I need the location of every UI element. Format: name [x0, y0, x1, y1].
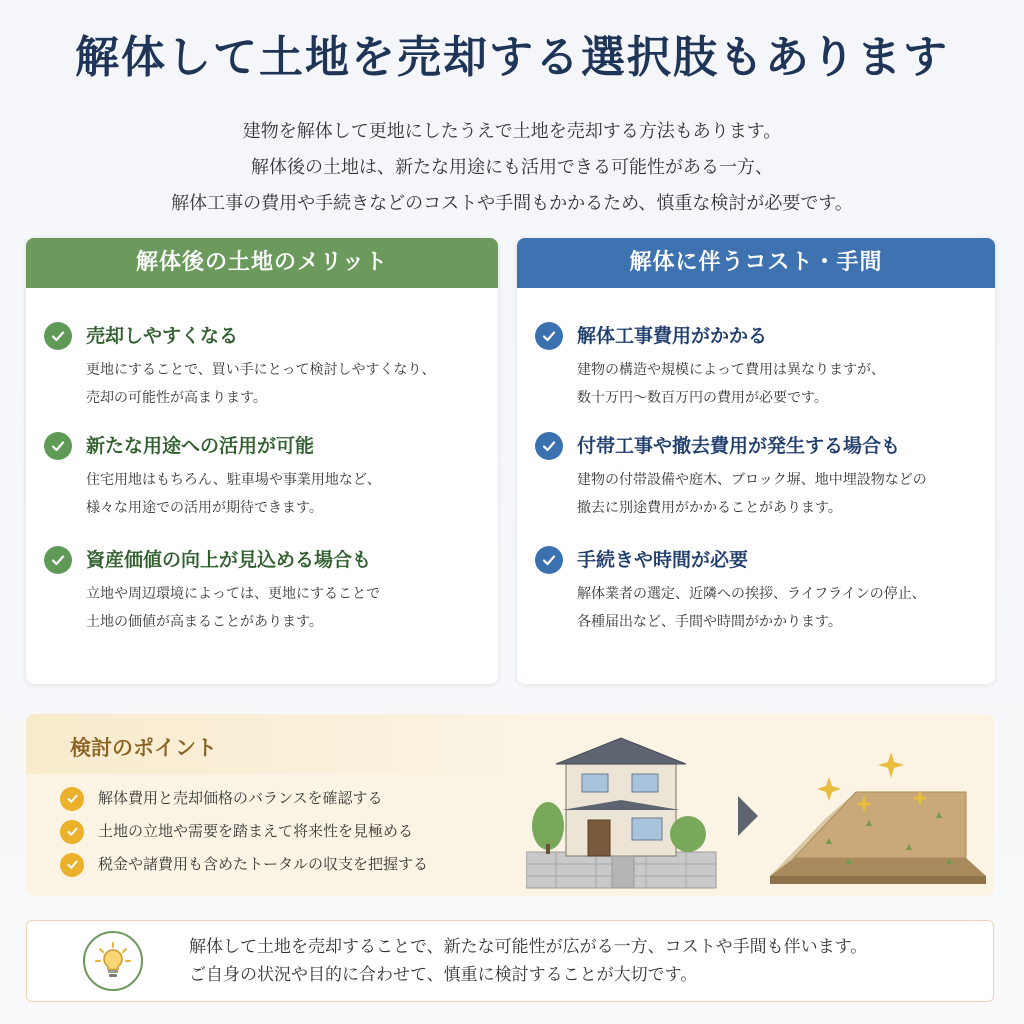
check-icon: [60, 820, 84, 844]
cost-desc-line: 建物の付帯設備や庭木、ブロック塀、地中埋設物などの: [577, 472, 927, 488]
merits-card: [26, 238, 498, 684]
merit-title: 売却しやすくなる: [86, 325, 239, 347]
point-item: [60, 786, 383, 811]
house-to-land-illustration: [526, 734, 986, 894]
merit-desc: [86, 580, 380, 636]
cost-desc-line: 数十万円〜数百万円の費用が必要です。: [577, 390, 828, 406]
merit-desc-line: 売却の可能性が高まります。: [86, 390, 267, 406]
cost-desc-line: 解体業者の選定、近隣への挨拶、ライフラインの停止、: [577, 586, 926, 602]
merit-desc-line: 様々な用途での活用が期待できます。: [86, 500, 323, 516]
points-box: [26, 714, 994, 896]
merit-desc-line: 立地や周辺環境によっては、更地にすることで: [86, 586, 380, 602]
merit-desc: [86, 466, 381, 522]
costs-heading: 解体に伴うコスト・手間: [517, 238, 995, 288]
check-icon: [60, 787, 84, 811]
merit-title: 資産価値の向上が見込める場合も: [86, 549, 372, 571]
check-icon: [60, 853, 84, 877]
intro-text: [0, 114, 1024, 222]
merit-desc: [86, 356, 435, 412]
merit-desc-line: 土地の価値が高まることがあります。: [86, 614, 323, 630]
merits-heading: 解体後の土地のメリット: [26, 238, 498, 288]
cost-desc-line: 建物の構造や規模によって費用は異なりますが、: [577, 362, 885, 378]
cost-desc-line: 撤去に別途費用がかかることがあります。: [577, 500, 842, 516]
intro-line: 解体後の土地は、新たな用途にも活用できる可能性がある一方、: [251, 157, 773, 178]
point-item: [60, 819, 413, 844]
cost-title: 解体工事費用がかかる: [577, 325, 768, 347]
cost-title: 付帯工事や撤去費用が発生する場合も: [577, 435, 901, 457]
page-title: 解体して土地を売却する選択肢もあります: [75, 32, 949, 83]
cost-desc: [577, 466, 927, 522]
summary-text: [189, 933, 867, 989]
vacant-land-illustration: [770, 792, 986, 884]
points-heading: 検討のポイント: [70, 736, 217, 760]
point-item: [60, 852, 428, 877]
cost-desc: [577, 580, 926, 636]
intro-line: 解体工事の費用や手続きなどのコストや手間もかかるため、慎重な検討が必要です。: [171, 193, 853, 214]
house-illustration: [526, 738, 716, 888]
cost-desc: [577, 356, 885, 412]
lightbulb-icon: [83, 931, 143, 991]
cost-title: 手続きや時間が必要: [577, 549, 749, 571]
intro-line: 建物を解体して更地にしたうえで土地を売却する方法もあります。: [242, 121, 782, 142]
check-icon: [535, 546, 563, 574]
check-icon: [44, 322, 72, 350]
arrow-right-icon: [738, 796, 758, 836]
summary-line: 解体して土地を売却することで、新たな可能性が広がる一方、コストや手間も伴います。: [189, 937, 868, 957]
summary-box: [26, 920, 994, 1002]
check-icon: [44, 432, 72, 460]
cost-desc-line: 各種届出など、手間や時間がかかります。: [577, 614, 842, 630]
check-icon: [535, 322, 563, 350]
check-icon: [535, 432, 563, 460]
summary-line: ご自身の状況や目的に合わせて、慎重に検討することが大切です。: [189, 965, 698, 985]
merit-title: 新たな用途への活用が可能: [86, 435, 315, 457]
point-text: 土地の立地や需要を踏まえて将来性を見極める: [98, 822, 414, 840]
merit-desc-line: 更地にすることで、買い手にとって検討しやすくなり、: [86, 362, 436, 378]
costs-card: [517, 238, 995, 684]
point-text: 税金や諸費用も含めたトータルの収支を把握する: [98, 855, 429, 873]
point-text: 解体費用と売却価格のバランスを確認する: [98, 789, 383, 807]
check-icon: [44, 546, 72, 574]
merit-desc-line: 住宅用地はもちろん、駐車場や事業用地など、: [86, 472, 381, 488]
